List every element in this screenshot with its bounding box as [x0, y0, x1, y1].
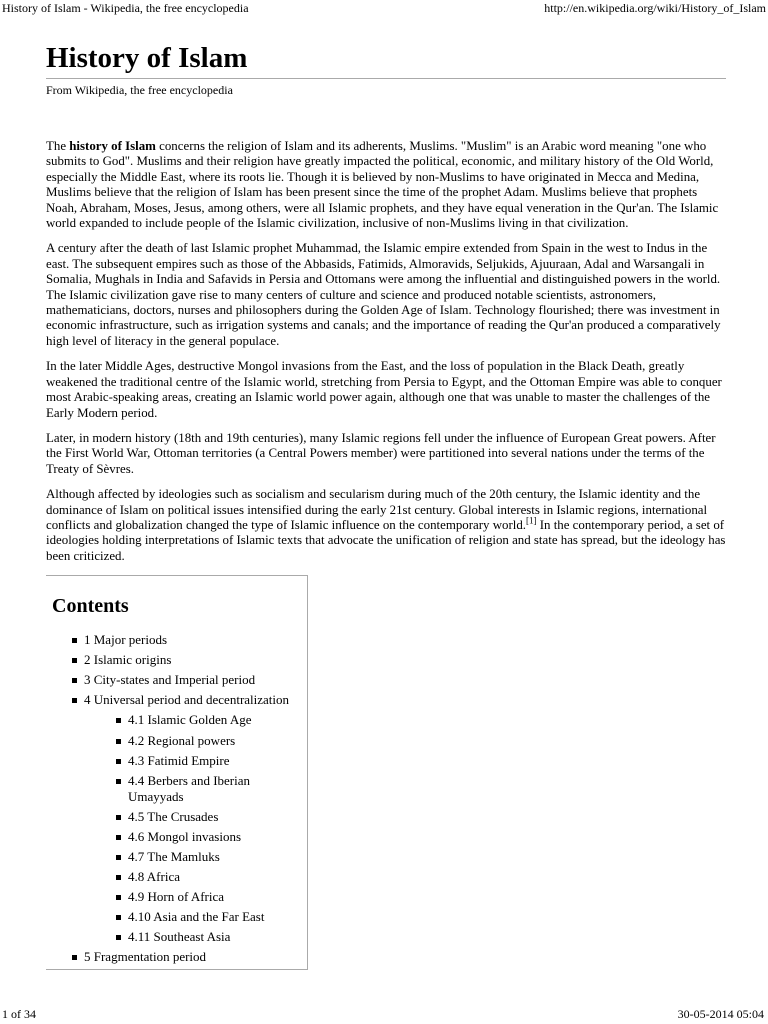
page-subtitle: From Wikipedia, the free encyclopedia	[46, 83, 233, 97]
print-footer	[0, 1006, 768, 1024]
toc-subitem[interactable]: 4.4 Berbers and Iberian Umayyads	[116, 773, 307, 805]
toc-subitem[interactable]: 4.10 Asia and the Far East	[116, 909, 307, 925]
toc-subitem[interactable]: 4.6 Mongol invasions	[116, 829, 307, 845]
page-title: History of Islam	[46, 40, 726, 79]
toc-subitem[interactable]: 4.3 Fatimid Empire	[116, 753, 307, 769]
toc-subitem[interactable]: 4.7 The Mamluks	[116, 849, 307, 865]
table-of-contents	[46, 575, 308, 970]
toc-list	[52, 632, 307, 965]
toc-item[interactable]: 2 Islamic origins	[72, 652, 307, 668]
paragraph-contemporary-before: Although affected by ideologies such as socialism and secularism during much of the 20th century, the Islamic identity and the dominance of Islam on political issues intensified during the early 21st century. Global interests in Islamic regions, international conflicts and globalization changed the type of Islamic influence on the contemporary world.	[46, 487, 708, 532]
intro-paragraph	[46, 139, 726, 231]
toc-subitem[interactable]: 4.11 Southeast Asia	[116, 929, 307, 945]
toc-subitem[interactable]: 4.8 Africa	[116, 869, 307, 885]
toc-subitem[interactable]: 4.1 Islamic Golden Age	[116, 712, 307, 728]
toc-item[interactable]: 3 City-states and Imperial period	[72, 672, 307, 688]
toc-subitem[interactable]: 4.5 The Crusades	[116, 809, 307, 825]
article-content	[46, 40, 726, 970]
print-header-page-title: History of Islam - Wikipedia, the free encyclopedia	[2, 1, 249, 15]
paragraph-modern-history: Later, in modern history (18th and 19th centuries), many Islamic regions fell under the influence of European Great powers. After the First World War, Ottoman territories (a Central Powers member) were partitioned into several nations under the terms of the Treaty of Sèvres.	[46, 430, 716, 476]
paragraph-contemporary	[46, 487, 726, 564]
toc-item[interactable]: 5 Fragmentation period	[72, 949, 307, 965]
article-body	[46, 139, 726, 564]
citation-link[interactable]: [1]	[526, 515, 537, 526]
paragraph-middle-ages: In the later Middle Ages, destructive Mongol invasions from the East, and the loss of population in the Black Death, greatly weakened the traditional centre of the Islamic world, stretching from Persia to Egypt, and the Ottoman Empire was able to conquer most Arabic-speaking areas, creating an Islamic world power again, although one that was unable to master the challenges of the Early Modern period.	[46, 359, 722, 420]
toc-item[interactable]: 1 Major periods	[72, 632, 307, 648]
intro-bold-term: history of Islam	[69, 139, 156, 153]
toc-item-label[interactable]: 4 Universal period and decentralization	[84, 692, 290, 708]
toc-item[interactable]	[72, 692, 307, 945]
intro-rest: concerns the religion of Islam and its adherents, Muslims. "Muslim" is an Arabic word meaning "one who submits to God". Muslims and their religion have greatly impacted the political, economic, and military history of the Old World, especially the Middle East, where its roots lie. Though it is believed by non-Muslims to have originated in Mecca and Medina, Muslims believe that the religion of Islam has been present since the time of the prophet Adam. Muslims believe that prophets Noah, Abraham, Moses, Jesus, among others, were all Islamic prophets, and they have equal veneration in the Qur'an. The Islamic world expanded to include people of the Islamic civilization, inclusive of non-Muslims living in that civilization.	[46, 139, 719, 231]
toc-sublist	[84, 712, 307, 945]
paragraph-expansion: A century after the death of last Islamic prophet Muhammad, the Islamic empire extended from Spain in the west to Indus in the east. The subsequent empires such as those of the Abbasids, Fatimids, Almoravids, Seljukids, Ajuuraan, Adal and Warsangali in Somalia, Mughals in India and Safavids in Persia and Ottomans were among the influential and distinguished powers in the world. The Islamic civilization gave rise to many centers of culture and science and produced notable scientists, astronomers, mathematicians, doctors, nurses and philosophers during the Golden Age of Islam. Technology flourished; there was investment in economic infrastructure, such as irrigation systems and canals; and the importance of reading the Qur'an produced a comparatively high level of literacy in the general populace.	[46, 241, 721, 348]
paragraph-contemporary-after: In the contemporary period, a set of ideologies holding interpretations of Islamic texts that advocate the unification of religion and state has spread, but the ideology has been criticized.	[46, 517, 726, 563]
toc-subitem[interactable]: 4.9 Horn of Africa	[116, 889, 307, 905]
print-header	[0, 0, 768, 18]
toc-title: Contents	[52, 595, 129, 618]
print-timestamp: 30-05-2014 05:04	[677, 1007, 764, 1021]
print-header-url: http://en.wikipedia.org/wiki/History_of_Islam	[544, 1, 766, 15]
page-number: 1 of 34	[2, 1007, 36, 1021]
intro-prefix: The	[46, 139, 70, 153]
toc-subitem[interactable]: 4.2 Regional powers	[116, 733, 307, 749]
